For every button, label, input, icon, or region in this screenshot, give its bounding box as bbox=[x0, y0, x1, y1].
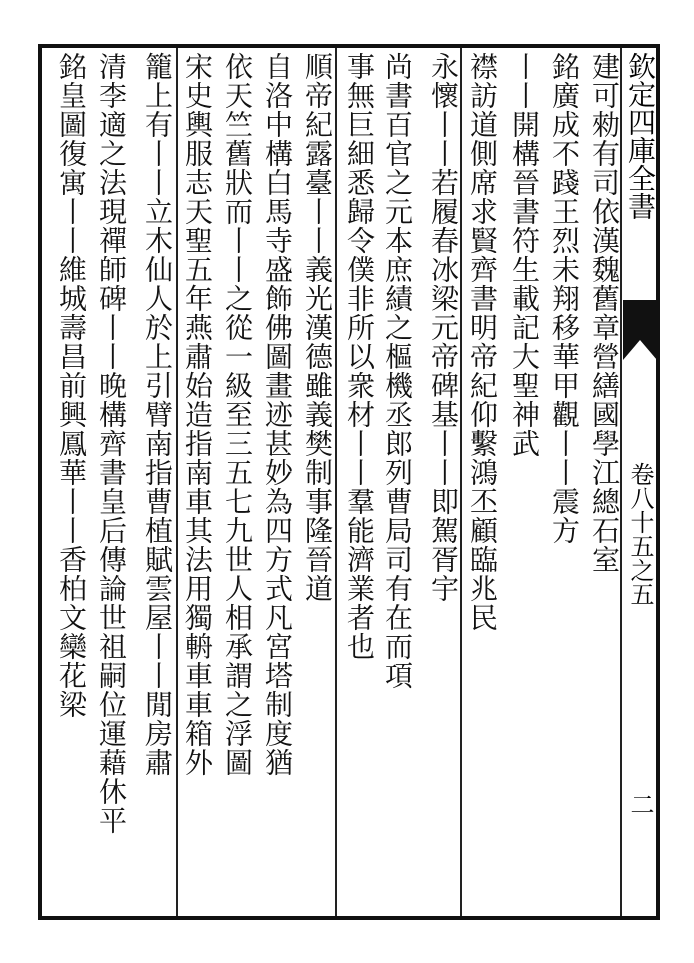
text-column: 銘皇圖復寓丨丨維城壽昌前興鳳華丨丨香柏文欒花梁 bbox=[55, 52, 88, 719]
header-column bbox=[623, 52, 657, 912]
page-number: 二 bbox=[626, 792, 654, 816]
text-column: 自洛中構白馬寺盛飾佛圖畫迹甚妙為四方式凡宮塔制度猶 bbox=[261, 52, 294, 777]
text-column: 銘廣成不踐王烈未翔移華甲觀丨丨震方 bbox=[548, 52, 581, 545]
volume-label: 卷八十五之五 bbox=[626, 462, 654, 606]
fish-tail-ornament-icon bbox=[623, 300, 657, 360]
text-column: 事無巨細悉歸令僕非所以衆材丨丨羣能濟業者也 bbox=[343, 52, 376, 661]
text-column: 宋史輿服志天聖五年燕肅始造指南車其法用獨輈車車箱外 bbox=[181, 52, 214, 777]
text-column: 順帝紀露臺丨丨義光漢德雖義樊制事隆晉道 bbox=[301, 52, 334, 603]
text-column: 襟訪道側席求賢齊書明帝紀仰繫鴻丕顧臨兆民 bbox=[466, 52, 499, 632]
text-column: 丨丨開構晉書符生載記大聖神武 bbox=[508, 52, 541, 458]
text-column: 清李適之法現禪師碑丨丨晚構齊書皇后傳論世祖嗣位運藉休平 bbox=[95, 52, 128, 835]
book-title: 欽定四庫全書 bbox=[624, 52, 657, 220]
text-column: 尚書百官之元本庶績之樞機丞郎列曹局司有在而項 bbox=[381, 52, 414, 690]
text-column: 永懷丨丨若履春冰梁元帝碑基丨丨即駕胥宇 bbox=[427, 52, 460, 603]
text-column: 建可勑有司依漢魏舊章營繕國學江總石室 bbox=[588, 52, 621, 574]
text-column: 依天竺舊狀而丨丨之從一級至三五七九世人相承謂之浮圖 bbox=[221, 52, 254, 777]
text-column: 籠上有丨丨立木仙人於上引臂南指曹植賦雲屋丨丨閒房肅 bbox=[141, 52, 174, 777]
